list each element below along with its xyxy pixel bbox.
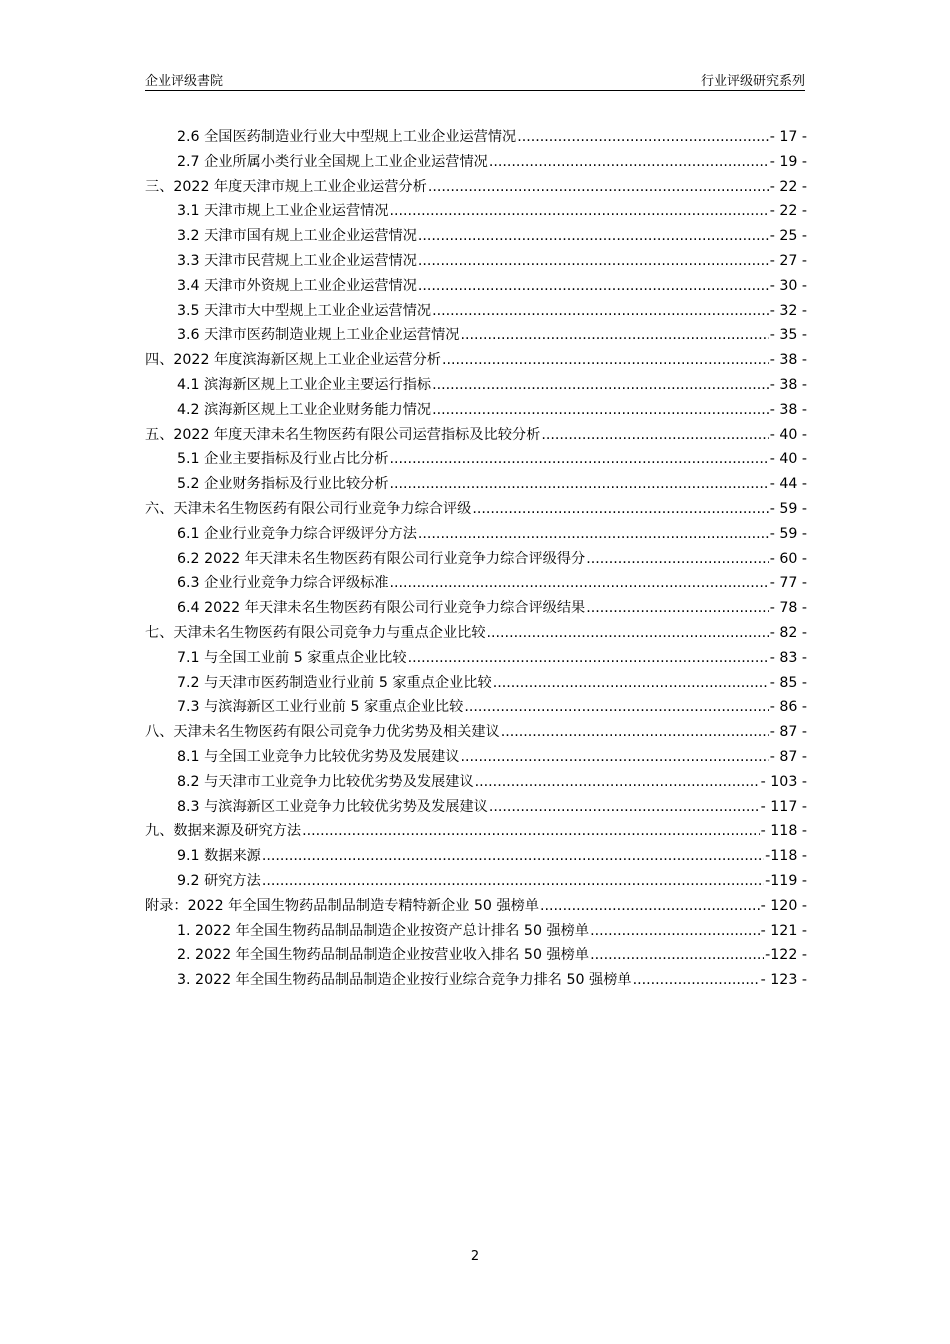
toc-leader-dots — [541, 423, 768, 448]
toc-entry-title: 3.5 天津市大中型规上工业企业运营情况 — [177, 302, 432, 319]
toc-entry-title: 3.2 天津市国有规上工业企业运营情况 — [177, 228, 417, 245]
toc-leader-dots — [302, 819, 760, 844]
toc-entry-page: - 22 - — [769, 178, 807, 195]
toc-entry[interactable] — [145, 125, 807, 150]
toc-entry[interactable] — [145, 621, 807, 646]
toc-entry-title: 6.1 企业行业竞争力综合评级评分方法 — [177, 525, 417, 542]
toc-entry-page: - 123 - — [760, 972, 807, 989]
toc-leader-dots — [472, 497, 768, 522]
toc-entry-title: 2.6 全国医药制造业行业大中型规上工业企业运营情况 — [177, 129, 517, 145]
toc-entry[interactable] — [145, 894, 807, 919]
toc-entry-title: 4.2 滨海新区规上工业企业财务能力情况 — [177, 401, 432, 418]
toc-entry-page: - 78 - — [769, 600, 807, 617]
toc-leader-dots — [590, 943, 764, 968]
toc-leader-dots — [390, 571, 769, 596]
toc-entry[interactable] — [145, 819, 807, 844]
toc-entry-page: - 19 - — [769, 153, 807, 170]
toc-leader-dots — [418, 249, 769, 274]
toc-entry-page: - 86 - — [769, 699, 807, 716]
toc-entry[interactable] — [145, 150, 807, 175]
toc-entry[interactable] — [145, 323, 807, 348]
toc-entry-page: - 117 - — [760, 798, 807, 815]
toc-leader-dots — [590, 919, 760, 944]
toc-entry[interactable] — [145, 795, 807, 820]
header-right-text: 行业评级研究系列 — [700, 74, 805, 89]
toc-leader-dots — [489, 150, 769, 175]
toc-leader-dots — [586, 596, 768, 621]
toc-entry[interactable] — [145, 522, 807, 547]
toc-entry[interactable] — [145, 249, 807, 274]
toc-entry-page: - 85 - — [769, 674, 807, 691]
toc-entry-page: - 40 - — [769, 426, 807, 443]
toc-leader-dots — [540, 894, 760, 919]
toc-entry[interactable] — [145, 299, 807, 324]
toc-leader-dots — [460, 745, 768, 770]
toc-entry-page: - 121 - — [760, 922, 807, 939]
toc-entry-title: 三、2022 年度天津市规上工业企业运营分析 — [145, 178, 427, 195]
toc-entry-title: 6.3 企业行业竞争力综合评级标准 — [177, 575, 389, 592]
toc-entry-title: 6.2 2022 年天津未名生物医药有限公司行业竞争力综合评级得分 — [177, 550, 586, 567]
toc-entry[interactable] — [145, 968, 807, 993]
toc-leader-dots — [489, 795, 760, 820]
toc-entry-page: - 35 - — [769, 327, 807, 344]
table-of-contents — [145, 125, 807, 993]
toc-entry[interactable] — [145, 844, 807, 869]
toc-entry[interactable] — [145, 943, 807, 968]
toc-entry-page: - 82 - — [769, 624, 807, 641]
toc-entry-page: - 44 - — [769, 476, 807, 493]
toc-entry-title: 7.2 与天津市医药制造业行业前 5 家重点企业比较 — [177, 674, 492, 691]
toc-entry-page: - 83 - — [769, 649, 807, 666]
toc-leader-dots — [418, 274, 769, 299]
toc-entry-page: - 25 - — [769, 228, 807, 245]
toc-entry-title: 4.1 滨海新区规上工业企业主要运行指标 — [177, 376, 432, 393]
toc-entry-title: 8.3 与滨海新区工业竞争力比较优劣势及发展建议 — [177, 798, 488, 815]
toc-entry-page: - 59 - — [769, 525, 807, 542]
toc-entry-title: 1. 2022 年全国生物药品制品制造企业按资产总计排名 50 强榜单 — [177, 922, 590, 939]
toc-entry[interactable] — [145, 919, 807, 944]
toc-entry-title: 3.1 天津市规上工业企业运营情况 — [177, 203, 389, 220]
toc-entry-page: - 30 - — [769, 277, 807, 294]
toc-entry-title: 3.4 天津市外资规上工业企业运营情况 — [177, 277, 417, 294]
toc-entry-page: - 60 - — [769, 550, 807, 567]
toc-leader-dots — [428, 175, 769, 200]
toc-leader-dots — [262, 869, 764, 894]
toc-entry-page: - 40 - — [769, 451, 807, 468]
toc-entry[interactable] — [145, 596, 807, 621]
toc-entry-title: 9.2 研究方法 — [177, 872, 261, 889]
toc-entry-page: - 38 - — [769, 352, 807, 369]
header-left-text: 企业评级書院 — [145, 74, 224, 89]
toc-entry-page: -122 - — [765, 947, 807, 964]
toc-entry-title: 6.4 2022 年天津未名生物医药有限公司行业竞争力综合评级结果 — [177, 600, 586, 617]
toc-entry[interactable] — [145, 720, 807, 745]
toc-entry[interactable] — [145, 423, 807, 448]
toc-entry-page: - 32 - — [769, 302, 807, 319]
toc-leader-dots — [493, 671, 769, 696]
toc-entry-title: 7.1 与全国工业前 5 家重点企业比较 — [177, 649, 407, 666]
toc-leader-dots — [460, 323, 768, 348]
toc-entry[interactable] — [145, 770, 807, 795]
toc-entry[interactable] — [145, 348, 807, 373]
toc-entry-title: 3. 2022 年全国生物药品制品制造企业按行业综合竞争力排名 50 强榜单 — [177, 972, 632, 989]
toc-entry-page: - 38 - — [769, 376, 807, 393]
toc-leader-dots — [517, 125, 768, 150]
toc-leader-dots — [432, 373, 769, 398]
toc-leader-dots — [442, 348, 769, 373]
toc-leader-dots — [390, 447, 769, 472]
toc-entry[interactable] — [145, 175, 807, 200]
toc-entry-title: 8.1 与全国工业竞争力比较优劣势及发展建议 — [177, 748, 460, 765]
toc-entry[interactable] — [145, 398, 807, 423]
toc-leader-dots — [501, 720, 769, 745]
toc-entry[interactable] — [145, 447, 807, 472]
toc-entry-page: - 118 - — [760, 823, 807, 840]
toc-entry[interactable] — [145, 695, 807, 720]
toc-leader-dots — [633, 968, 760, 993]
toc-entry-title: 四、2022 年度滨海新区规上工业企业运营分析 — [145, 352, 441, 369]
toc-entry-page: - 17 - — [769, 129, 807, 145]
toc-entry-page: - 103 - — [760, 773, 807, 790]
toc-entry-title: 2.7 企业所属小类行业全国规上工业企业运营情况 — [177, 153, 488, 170]
toc-entry-title: 2. 2022 年全国生物药品制品制造企业按营业收入排名 50 强榜单 — [177, 947, 590, 964]
toc-leader-dots — [487, 621, 769, 646]
toc-entry-title: 九、数据来源及研究方法 — [145, 823, 302, 840]
toc-entry[interactable] — [145, 224, 807, 249]
toc-entry-title: 六、天津未名生物医药有限公司行业竞争力综合评级 — [145, 500, 472, 517]
toc-leader-dots — [432, 398, 769, 423]
toc-entry[interactable] — [145, 472, 807, 497]
toc-entry-page: - 87 - — [769, 748, 807, 765]
toc-entry-page: - 38 - — [769, 401, 807, 418]
toc-entry[interactable] — [145, 745, 807, 770]
toc-leader-dots — [390, 472, 769, 497]
toc-entry-title: 5.1 企业主要指标及行业占比分析 — [177, 451, 389, 468]
toc-entry-page: - 22 - — [769, 203, 807, 220]
toc-leader-dots — [418, 522, 769, 547]
toc-leader-dots — [418, 224, 769, 249]
toc-entry-page: -118 - — [765, 848, 807, 865]
toc-entry-title: 5.2 企业财务指标及行业比较分析 — [177, 476, 389, 493]
toc-entry[interactable] — [145, 547, 807, 572]
toc-entry-page: - 59 - — [769, 500, 807, 517]
toc-entry-page: - 87 - — [769, 724, 807, 741]
toc-entry-title: 3.3 天津市民营规上工业企业运营情况 — [177, 252, 417, 269]
toc-entry[interactable] — [145, 274, 807, 299]
toc-entry-title: 五、2022 年度天津未名生物医药有限公司运营指标及比较分析 — [145, 426, 541, 443]
toc-leader-dots — [390, 199, 769, 224]
toc-leader-dots — [464, 695, 768, 720]
toc-entry[interactable] — [145, 571, 807, 596]
toc-entry-page: - 27 - — [769, 252, 807, 269]
toc-entry[interactable] — [145, 646, 807, 671]
toc-entry-title: 3.6 天津市医药制造业规上工业企业运营情况 — [177, 327, 460, 344]
toc-entry-title: 9.1 数据来源 — [177, 848, 261, 865]
toc-leader-dots — [408, 646, 769, 671]
toc-leader-dots — [475, 770, 760, 795]
toc-entry[interactable] — [145, 373, 807, 398]
toc-entry-title: 附录：2022 年全国生物药品制品制造专精特新企业 50 强榜单 — [145, 897, 540, 914]
toc-entry-title: 八、天津未名生物医药有限公司竞争力优劣势及相关建议 — [145, 724, 500, 741]
toc-entry[interactable] — [145, 199, 807, 224]
toc-entry-title: 七、天津未名生物医药有限公司竞争力与重点企业比较 — [145, 624, 486, 641]
page-number: 2 — [470, 1249, 480, 1264]
toc-entry[interactable] — [145, 869, 807, 894]
toc-entry[interactable] — [145, 671, 807, 696]
toc-leader-dots — [432, 299, 769, 324]
toc-leader-dots — [586, 547, 768, 572]
toc-entry-title: 8.2 与天津市工业竞争力比较优劣势及发展建议 — [177, 773, 474, 790]
toc-entry-page: - 77 - — [769, 575, 807, 592]
toc-entry[interactable] — [145, 497, 807, 522]
toc-leader-dots — [262, 844, 764, 869]
toc-entry-title: 7.3 与滨海新区工业行业前 5 家重点企业比较 — [177, 699, 464, 716]
toc-entry-page: -119 - — [765, 872, 807, 889]
toc-entry-page: - 120 - — [760, 897, 807, 914]
page-header — [145, 68, 805, 91]
